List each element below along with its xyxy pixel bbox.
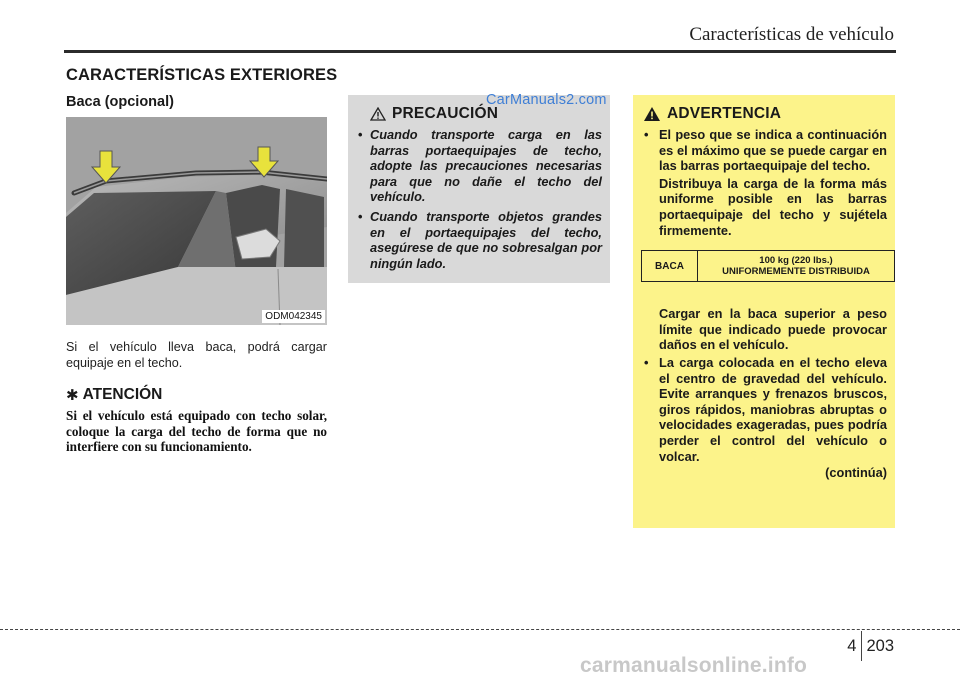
load-table-weight: 100 kg (220 lbs.): [759, 255, 833, 267]
site-watermark[interactable]: carmanualsonline.info: [580, 654, 808, 676]
load-table-value: [698, 251, 894, 281]
warning-paragraph: Cargar en la baca superior a peso límite que indicado puede provocar daños en el vehículo.: [659, 306, 887, 353]
warning-box: [633, 95, 895, 528]
roof-rack-figure: [66, 117, 327, 325]
caution-item: • Cuando transporte objetos grandes en el portaequipajes del techo, asegúrese de que no sobresalgan por ningún lado.: [358, 209, 602, 271]
watermark-link[interactable]: CarManuals2.com: [486, 92, 607, 108]
caution-item: • Cuando transporte carga en las barras portaequipajes de techo, adopte las precauciones necesarias para que no dañe el techo del vehículo.: [358, 127, 602, 205]
chapter-number: 4: [847, 636, 857, 655]
warning-triangle-filled-icon: [643, 106, 661, 122]
attention-text: Si el vehículo está equipado con techo solar, coloque la carga del techo de forma que no interfiere con su funcionamiento.: [66, 408, 327, 455]
page-divider: [861, 631, 862, 661]
attention-heading: [66, 386, 162, 404]
warning-triangle-icon: [370, 107, 386, 121]
footer-rule: [0, 629, 960, 630]
warning-item: [643, 127, 887, 174]
load-capacity-table: [641, 250, 895, 282]
bullet: •: [644, 127, 649, 142]
warning-paragraph: Distribuya la carga de la forma más uniforme posible en las barras portaequipaje del techo y sujétela firmemente.: [659, 175, 887, 238]
roof-rack-body-text: Si el vehículo lleva baca, podrá cargar equipaje en el techo.: [66, 340, 327, 370]
page-number-value: 203: [866, 636, 894, 655]
warning-item-text: La carga colocada en el techo eleva el centro de gravedad del vehículo. Evite arranques y frenazos bruscos, giros rápidos, maniobras abruptas o velocidades exageradas, pues podría perder el control del vehículo o volcar.: [659, 354, 887, 464]
warning-title: ADVERTENCIA: [667, 105, 782, 122]
caution-box: [348, 95, 610, 283]
figure-code: ODM042345: [262, 310, 325, 323]
continued-label: (continúa): [825, 465, 887, 481]
running-header-title: Características de vehículo: [689, 24, 894, 45]
warning-header: [643, 105, 887, 123]
roof-rack-subhead: Baca (opcional): [66, 94, 174, 110]
bullet: •: [644, 354, 649, 370]
page-number: [847, 631, 894, 661]
warning-item: [643, 355, 887, 464]
section-title: CARACTERÍSTICAS EXTERIORES: [66, 66, 338, 84]
load-table-distribution: UNIFORMEMENTE DISTRIBUIDA: [722, 266, 870, 278]
star-icon: ✱: [66, 387, 79, 404]
header-rule: [64, 50, 896, 53]
caution-list: [358, 127, 602, 271]
car-roof-illustration: [66, 117, 327, 325]
load-table-label: BACA: [642, 251, 698, 281]
caution-title: PRECAUCIÓN: [392, 105, 499, 122]
warning-item-text: El peso que se indica a continuación es el máximo que se puede cargar en las barras portaequipaje del techo.: [659, 127, 887, 174]
attention-title: ATENCIÓN: [82, 386, 163, 403]
